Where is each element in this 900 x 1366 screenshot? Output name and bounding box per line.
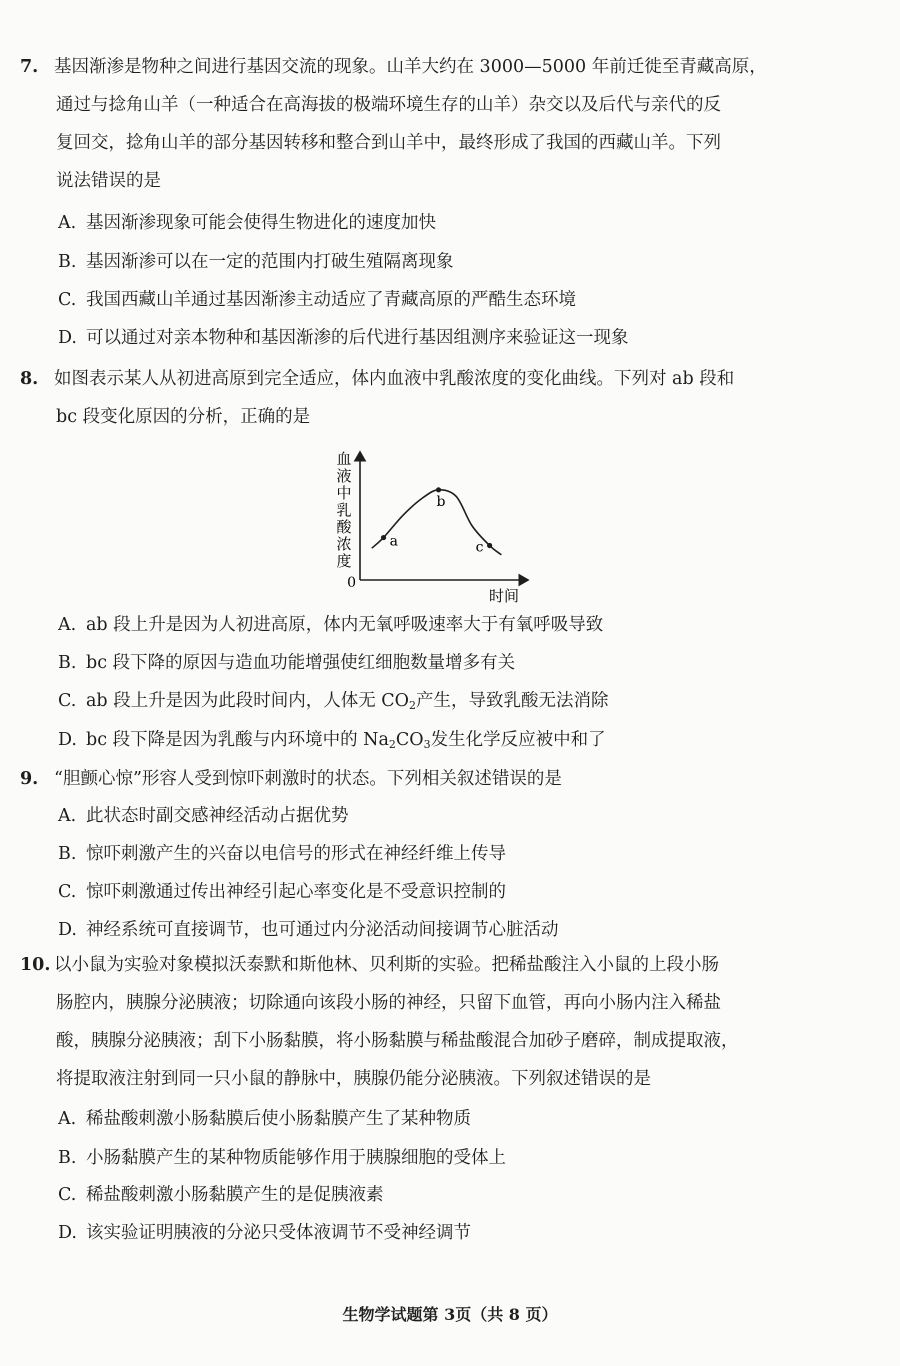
question-number: 10. <box>20 955 51 975</box>
lactate-concentration-chart <box>318 440 538 610</box>
origin-label: 0 <box>347 575 356 591</box>
y-axis-label-char: 中 <box>336 484 352 502</box>
point-label-b: b <box>436 493 446 510</box>
option-text-part: 发生化学反应被中和了 <box>430 730 606 750</box>
y-axis-label-char: 酸 <box>336 518 352 536</box>
question-9 <box>20 760 864 798</box>
option-text: 该实验证明胰液的分泌只受体液调节不受神经调节 <box>86 1223 471 1243</box>
option-letter: B. <box>58 844 77 864</box>
point-c <box>487 543 492 548</box>
question-stem <box>20 946 864 984</box>
option-text-part: ab 段上升是因为此段时间内，人体无 CO <box>86 691 409 711</box>
option-text-part: bc 段下降是因为乳酸与内环境中的 Na <box>86 730 389 750</box>
question-number: 7. <box>20 57 39 77</box>
option-text: bc 段下降的原因与造血功能增强使红细胞数量增多有关 <box>86 653 516 673</box>
y-axis-label-char: 液 <box>336 467 352 485</box>
option-text: 基因渐渗现象可能会使得生物进化的速度加快 <box>86 213 436 233</box>
option-letter: D. <box>58 328 77 348</box>
option-letter: C. <box>58 290 77 310</box>
option-letter: B. <box>58 653 77 673</box>
question-8 <box>20 360 864 436</box>
question-10 <box>20 946 864 1098</box>
option-a <box>58 212 436 234</box>
option-letter: B. <box>58 1148 77 1168</box>
stem-line: 以小鼠为实验对象模拟沃泰默和斯他林、贝利斯的实验。把稀盐酸注入小鼠的上段小肠 <box>54 955 719 975</box>
y-axis-label <box>336 450 352 570</box>
option-text: 惊吓刺激产生的兴奋以电信号的形式在神经纤维上传导 <box>86 844 506 864</box>
subscript: 3 <box>423 738 431 751</box>
option-letter: D. <box>58 920 77 940</box>
stem-line: 酸，胰腺分泌胰液；刮下小肠黏膜，将小肠黏膜与稀盐酸混合加砂子磨碎，制成提取液， <box>56 1031 739 1051</box>
option-letter: B. <box>58 252 77 272</box>
option-text: 神经系统可直接调节，也可通过内分泌活动间接调节心脏活动 <box>86 920 559 940</box>
stem-line: 说法错误的是 <box>56 171 161 191</box>
option-letter: C. <box>58 691 77 711</box>
option-c <box>58 690 609 717</box>
option-letter: D. <box>58 1223 77 1243</box>
subscript: 2 <box>388 738 396 751</box>
option-a <box>58 805 349 827</box>
y-axis-label-char: 乳 <box>336 501 352 519</box>
option-text <box>86 730 606 750</box>
option-letter: A. <box>58 806 77 826</box>
question-stem <box>20 48 864 86</box>
option-d <box>58 919 559 941</box>
stem-line: 复回交，捻角山羊的部分基因转移和整合到山羊中，最终形成了我国的西藏山羊。下列 <box>56 133 721 153</box>
option-letter: A. <box>58 213 77 233</box>
stem-line: 如图表示某人从初进高原到完全适应，体内血液中乳酸浓度的变化曲线。下列对 ab 段和 <box>54 369 735 389</box>
option-letter: A. <box>58 1109 77 1129</box>
page-footer: 生物学试题第 3页（共 8 页） <box>342 1305 558 1324</box>
question-stem <box>20 760 864 798</box>
stem-line: “胆颤心惊”形容人受到惊吓刺激时的状态。下列相关叙述错误的是 <box>54 769 562 789</box>
stem-line: 通过与捻角山羊（一种适合在高海拔的极端环境生存的山羊）杂交以及后代与亲代的反 <box>56 95 721 115</box>
option-b <box>58 251 454 273</box>
x-axis-label: 时间 <box>488 587 520 605</box>
point-label-a: a <box>389 533 398 550</box>
option-text: 可以通过对亲本物种和基因渐渗的后代进行基因组测序来验证这一现象 <box>86 328 629 348</box>
option-letter: A. <box>58 615 77 635</box>
option-b <box>58 843 506 865</box>
option-text: 惊吓刺激通过传出神经引起心率变化是不受意识控制的 <box>86 882 506 902</box>
question-7 <box>20 48 864 200</box>
option-text-part: CO <box>395 730 424 750</box>
y-axis-label-char: 血 <box>336 450 352 468</box>
y-axis-label-char: 度 <box>336 552 352 570</box>
option-d <box>58 729 606 756</box>
option-letter: D. <box>58 730 77 750</box>
option-c <box>58 289 576 311</box>
question-number: 8. <box>20 369 39 389</box>
option-text: 基因渐渗可以在一定的范围内打破生殖隔离现象 <box>86 252 454 272</box>
option-c <box>58 881 506 903</box>
option-text: 我国西藏山羊通过基因渐渗主动适应了青藏高原的严酷生态环境 <box>86 290 576 310</box>
question-number: 9. <box>20 769 39 789</box>
option-d <box>58 1222 471 1244</box>
option-text: 小肠黏膜产生的某种物质能够作用于胰腺细胞的受体上 <box>86 1148 506 1168</box>
option-text <box>86 691 609 711</box>
point-label-c: c <box>475 539 484 556</box>
option-text: 此状态时副交感神经活动占据优势 <box>86 806 349 826</box>
option-a <box>58 614 603 636</box>
option-text: 稀盐酸刺激小肠黏膜后使小肠黏膜产生了某种物质 <box>86 1109 471 1129</box>
option-text: 稀盐酸刺激小肠黏膜产生的是促胰液素 <box>86 1185 384 1205</box>
option-a <box>58 1108 471 1130</box>
option-b <box>58 652 515 674</box>
point-a <box>381 535 386 540</box>
option-text-part: 产生，导致乳酸无法消除 <box>416 691 609 711</box>
point-b <box>436 487 441 492</box>
option-b <box>58 1147 506 1169</box>
stem-line: 基因渐渗是物种之间进行基因交流的现象。山羊大约在 3000—5000 年前迁徙至青藏高原， <box>54 57 767 77</box>
subscript: 2 <box>409 699 416 712</box>
option-text: ab 段上升是因为人初进高原，体内无氧呼吸速率大于有氧呼吸导致 <box>86 615 604 635</box>
question-stem <box>20 360 864 398</box>
stem-line: 将提取液注射到同一只小鼠的静脉中，胰腺仍能分泌胰液。下列叙述错误的是 <box>56 1069 651 1089</box>
stem-line: 肠腔内，胰腺分泌胰液；切除通向该段小肠的神经，只留下血管，再向小肠内注入稀盐 <box>56 993 721 1013</box>
option-d <box>58 327 629 349</box>
option-c <box>58 1184 384 1206</box>
option-letter: C. <box>58 882 77 902</box>
option-letter: C. <box>58 1185 77 1205</box>
stem-line: bc 段变化原因的分析，正确的是 <box>56 407 311 427</box>
y-axis-label-char: 浓 <box>336 535 352 553</box>
